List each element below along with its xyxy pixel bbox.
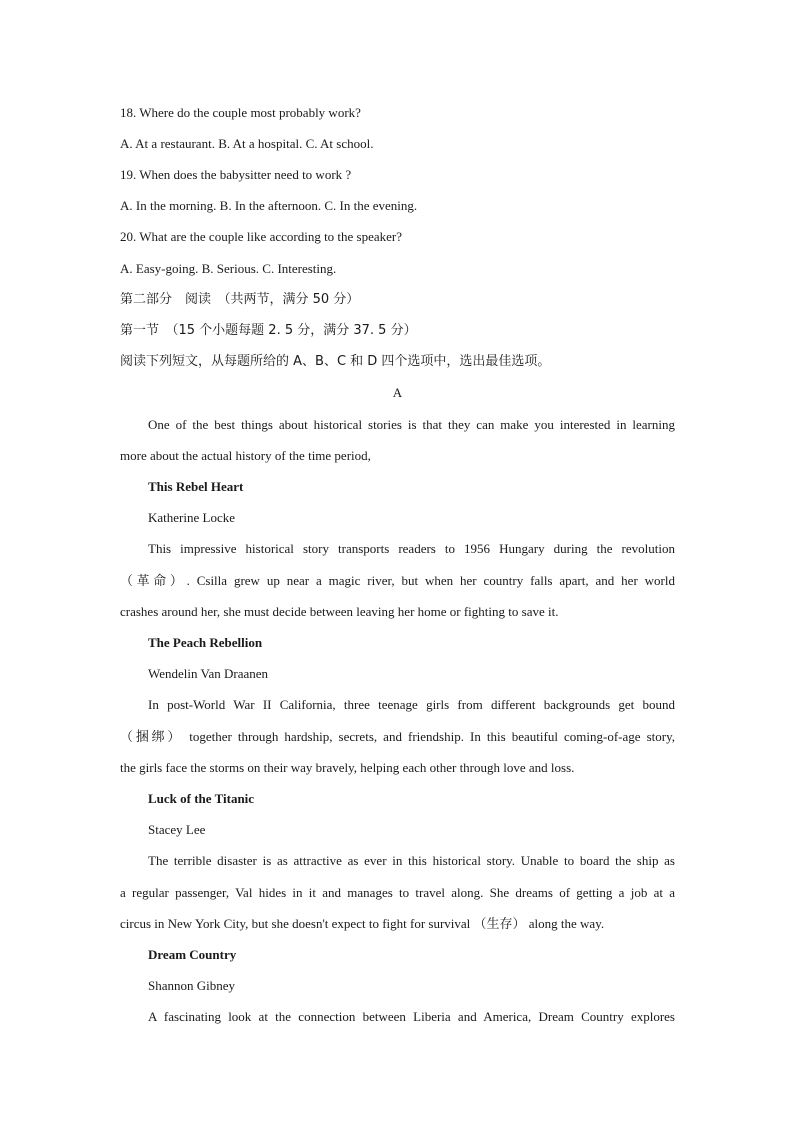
book-desc-line: a regular passenger, Val hides in it and manages to travel along. She dreams of getting a job at a: [120, 885, 675, 900]
book-desc-line: （捆绑） together through hardship, secrets, and friendship. In this beautiful coming-of-age story,: [120, 729, 675, 744]
intro-line-1: One of the best things about historical stories is that they can make you interested in learning: [148, 417, 675, 432]
book-title-luck-of-the-titanic: Luck of the Titanic: [148, 791, 255, 806]
book-author-katherine-locke: Katherine Locke: [148, 510, 235, 525]
book-desc-line: The terrible disaster is as attractive as ever in this historical story. Unable to board the ship as: [148, 853, 675, 868]
question-19-options: A. In the morning. B. In the afternoon. C. In the evening.: [120, 198, 418, 213]
book-author-wendelin-van-draanen: Wendelin Van Draanen: [148, 666, 269, 681]
passage-label: A: [392, 385, 403, 400]
question-18-options: A. At a restaurant. B. At a hospital. C. At school.: [120, 136, 374, 151]
book-desc-line: circus in New York City, but she doesn't expect to fight for survival （生存） along the way.: [120, 916, 605, 931]
book-title-dream-country: Dream Country: [148, 947, 237, 962]
book-desc-line: crashes around her, she must decide between leaving her home or fighting to save it.: [120, 604, 559, 619]
book-title-the-peach-rebellion: The Peach Rebellion: [148, 635, 263, 650]
part-title: 第二部分 阅读 （共两节，满分 50 分）: [120, 292, 360, 307]
section-subtitle: 第一节 （15 个小题每题 2. 5 分，满分 37. 5 分）: [120, 323, 417, 338]
intro-line-2: more about the actual history of the time period,: [120, 448, 371, 463]
question-20: 20. What are the couple like according to the speaker?: [120, 229, 403, 244]
book-desc-line: In post-World War II California, three teenage girls from different backgrounds get bound: [148, 697, 675, 712]
question-18: 18. Where do the couple most probably work?: [120, 105, 361, 120]
reading-instruction: 阅读下列短文，从每题所给的 A、B、C 和 D 四个选项中，选出最佳选项。: [120, 354, 551, 369]
book-author-stacey-lee: Stacey Lee: [148, 822, 206, 837]
book-author-shannon-gibney: Shannon Gibney: [148, 978, 236, 993]
question-19: 19. When does the babysitter need to work ?: [120, 167, 352, 182]
question-20-options: A. Easy-going. B. Serious. C. Interesting.: [120, 261, 337, 276]
book-desc-line: （革命）. Csilla grew up near a magic river, but when her country falls apart, and her world: [120, 573, 675, 588]
book-desc-line: A fascinating look at the connection between Liberia and America, Dream Country explores: [148, 1009, 675, 1024]
book-title-this-rebel-heart: This Rebel Heart: [148, 479, 244, 494]
book-desc-line: the girls face the storms on their way bravely, helping each other through love and loss.: [120, 760, 575, 775]
book-desc-line: This impressive historical story transports readers to 1956 Hungary during the revolution: [148, 541, 675, 556]
